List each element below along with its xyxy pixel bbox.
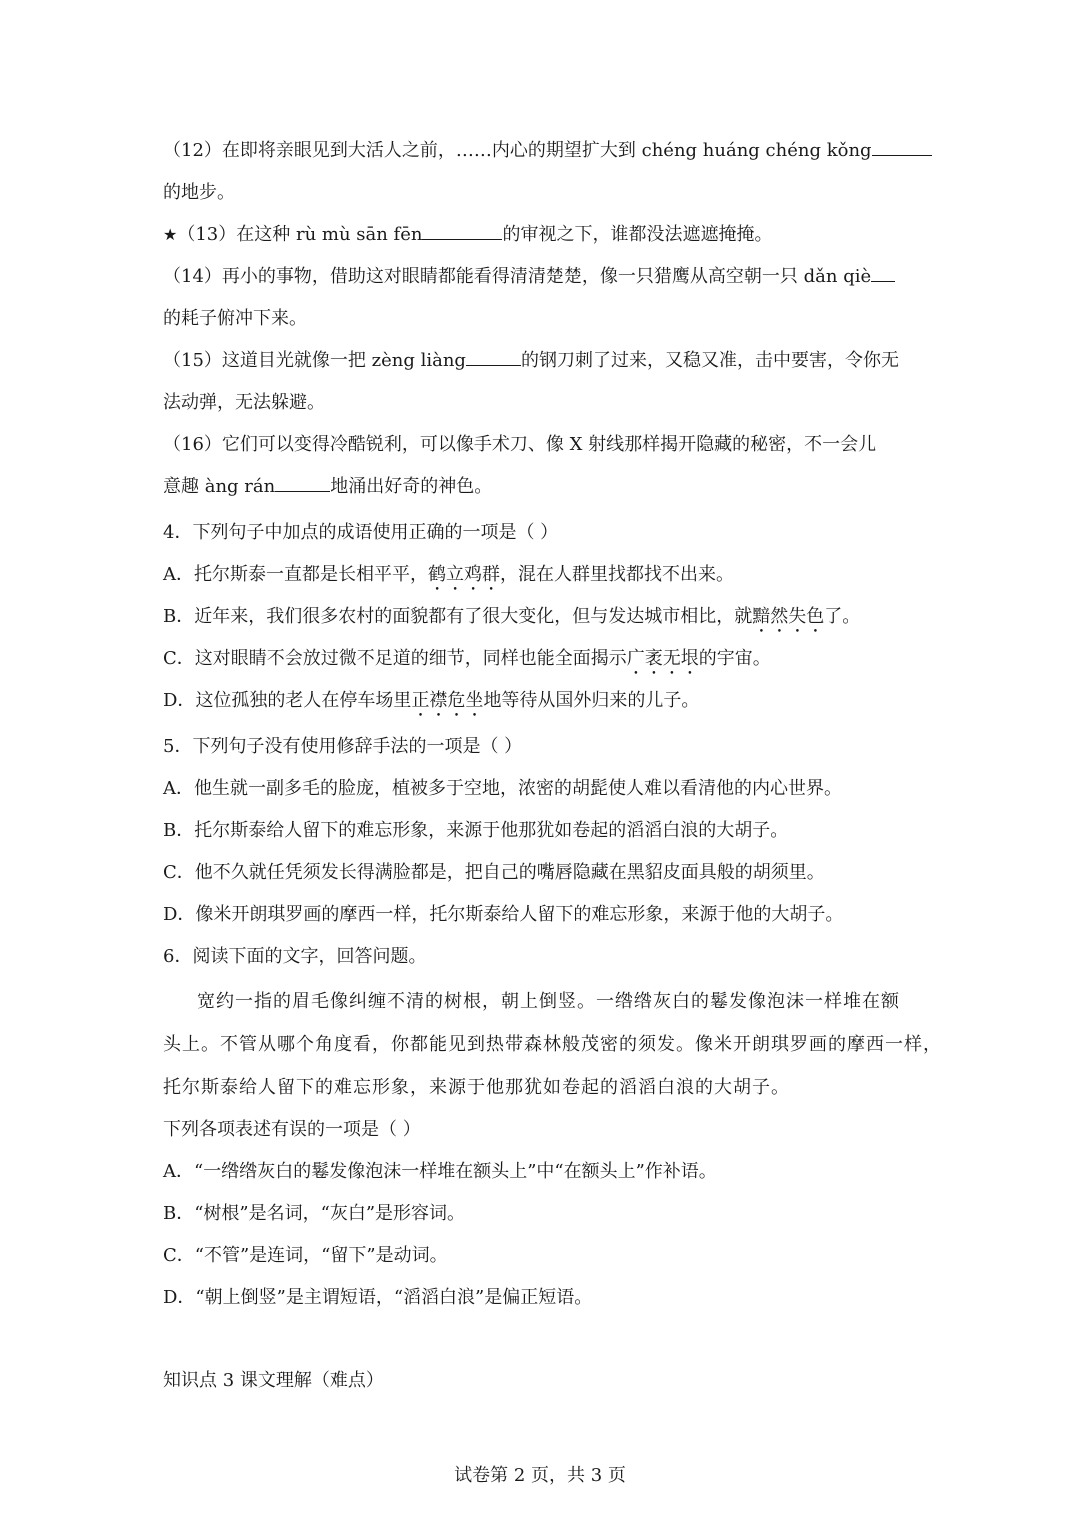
passage-line: 宽约一指的眉毛像纠缠不清的树根，朝上倒竖。一绺绺灰白的鬈发像泡沫一样堆在额 xyxy=(197,991,900,1012)
dotted-idiom: 鹤立鸡群 xyxy=(428,564,500,585)
item-15-text-end: 法动弹，无法躲避。 xyxy=(163,392,325,413)
question-6-question: 下列各项表述有误的一项是（ ） xyxy=(163,1119,421,1140)
answer-blank xyxy=(871,265,895,282)
star-icon: ★ xyxy=(163,225,178,244)
question-6-option-a[interactable]: A．“一绺绺灰白的鬈发像泡沫一样堆在额头上”中“在额头上”作补语。 xyxy=(163,1161,717,1182)
item-12-text-end: 的地步。 xyxy=(163,182,235,203)
question-5-stem: 5．下列句子没有使用修辞手法的一项是（ ） xyxy=(163,736,523,757)
question-5-option-b[interactable]: B．托尔斯泰给人留下的难忘形象，来源于他那犹如卷起的滔滔白浪的大胡子。 xyxy=(163,820,789,841)
option-label: A． xyxy=(163,564,194,585)
item-13-text-end: 的审视之下，谁都没法遮遮掩掩。 xyxy=(502,224,773,245)
question-5-option-a[interactable]: A．他生就一副多毛的脸庞，植被多于空地，浓密的胡髭使人难以看清他的内心世界。 xyxy=(163,778,842,799)
question-6-option-c[interactable]: C．“不管”是连词，“留下”是动词。 xyxy=(163,1245,448,1266)
option-text: 这对眼睛不会放过微不足道的细节，同样也能全面揭示 xyxy=(194,648,627,669)
dotted-idiom: 黯然失色 xyxy=(752,606,825,627)
question-4-option-d[interactable] xyxy=(163,680,923,722)
item-16-text-mid: 意趣 àng rán xyxy=(163,476,276,497)
answer-blank xyxy=(275,475,330,492)
question-4-option-b[interactable] xyxy=(163,596,923,638)
option-text: 近年来，我们很多农村的面貌都有了很大变化，但与发达城市相比，就 xyxy=(194,606,753,627)
question-6-stem: 6．阅读下面的文字，回答问题。 xyxy=(163,946,427,967)
question-4-option-c[interactable] xyxy=(163,638,923,680)
question-5-option-c[interactable]: C．他不久就任凭须发长得满脸都是，把自己的嘴唇隐藏在黑貂皮面具般的胡须里。 xyxy=(163,862,825,883)
option-text: 了。 xyxy=(824,606,861,627)
item-14-line-1 xyxy=(163,256,923,298)
option-text: ，混在人群里找都找不出来。 xyxy=(500,564,734,585)
passage-line: 头上。不管从哪个角度看，你都能见到热带森林般茂密的须发。像米开朗琪罗画的摩西一样， xyxy=(163,1034,942,1055)
item-16-text-end: 地涌出好奇的神色。 xyxy=(330,476,493,497)
option-label: C． xyxy=(163,648,195,669)
item-15-line-2 xyxy=(163,382,923,424)
page-footer: 试卷第 2 页，共 3 页 xyxy=(454,1465,626,1486)
option-label: B． xyxy=(163,606,195,627)
item-13-text: （13）在这种 rù mù sān fēn xyxy=(177,224,423,245)
dotted-idiom: 正襟危坐 xyxy=(411,690,484,711)
passage-line: 托尔斯泰给人留下的难忘形象，来源于他那犹如卷起的滔滔白浪的大胡子。 xyxy=(163,1077,790,1098)
item-15-line-1 xyxy=(163,340,923,382)
item-13-line xyxy=(163,214,923,256)
option-text: 地等待从国外归来的儿子。 xyxy=(483,690,700,711)
exam-page-content xyxy=(163,130,942,1319)
question-4-option-a[interactable] xyxy=(163,554,923,596)
item-15-text: （15）这道目光就像一把 zèng liàng xyxy=(163,350,466,371)
item-16-text: （16）它们可以变得冷酷锐利，可以像手术刀、像 X 射线那样揭开隐藏的秘密，不一会儿 xyxy=(163,434,877,455)
item-16-line-1 xyxy=(163,424,923,466)
option-text: 的宇宙。 xyxy=(698,648,771,669)
item-14-line-2 xyxy=(163,298,923,340)
question-6-option-b[interactable]: B．“树根”是名词，“灰白”是形容词。 xyxy=(163,1203,466,1224)
question-6-option-d[interactable]: D．“朝上倒竖”是主谓短语，“滔滔白浪”是偏正短语。 xyxy=(163,1287,593,1308)
item-12-text: （12）在即将亲眼见到大活人之前，……内心的期望扩大到 chéng huáng chéng kǒng xyxy=(163,140,872,161)
question-5-option-d[interactable]: D．像米开朗琪罗画的摩西一样，托尔斯泰给人留下的难忘形象，来源于他的大胡子。 xyxy=(163,904,844,925)
answer-blank xyxy=(422,223,502,240)
answer-blank xyxy=(466,349,521,366)
item-16-line-2 xyxy=(163,466,923,508)
item-12-line-1 xyxy=(163,130,923,172)
question-4-stem: 4．下列句子中加点的成语使用正确的一项是（ ） xyxy=(163,522,559,543)
item-15-text-mid: 的钢刀刺了过来，又稳又准，击中要害，令你无 xyxy=(520,350,899,371)
answer-blank xyxy=(872,139,932,156)
dotted-idiom: 广袤无垠 xyxy=(626,648,699,669)
item-14-text-end: 的耗子俯冲下来。 xyxy=(163,308,307,329)
item-12-line-2 xyxy=(163,172,923,214)
option-label: D． xyxy=(163,690,196,711)
reading-passage xyxy=(163,980,942,1109)
item-14-text: （14）再小的事物，借助这对眼睛都能看得清清楚楚，像一只猎鹰从高空朝一只 dǎn qiè xyxy=(163,266,872,287)
option-text: 这位孤独的老人在停车场里 xyxy=(195,690,412,711)
option-text: 托尔斯泰一直都是长相平平， xyxy=(194,564,428,585)
section-heading: 知识点 3 课文理解（难点） xyxy=(163,1370,384,1391)
